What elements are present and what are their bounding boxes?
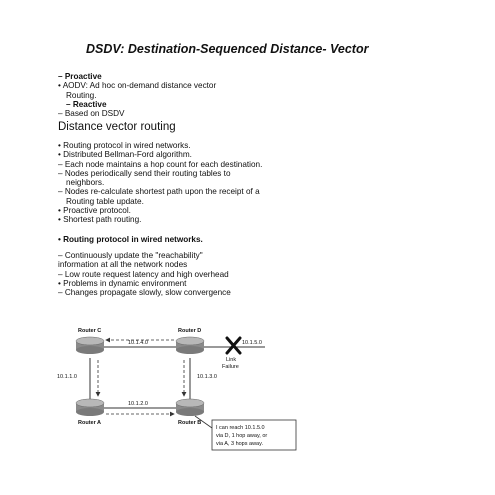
point-line: • Shortest path routing.: [58, 215, 142, 225]
point-line: – Nodes re-calculate shortest path upon the receipt of a: [58, 187, 260, 197]
point-line: – Nodes periodically send their routing tables to: [58, 168, 231, 178]
link-ac-label: 10.1.1.0: [57, 374, 77, 380]
wired-line: – Changes propagate slowly, slow convergence: [58, 288, 231, 298]
router-d-icon: [176, 337, 204, 354]
intro-line: • AODV: Ad hoc on-demand distance vector: [58, 81, 217, 91]
link-cd-label: 10.1.4.0: [128, 340, 148, 346]
router-c-icon: [76, 337, 104, 354]
link-ab-label: 10.1.2.0: [128, 401, 148, 407]
wired-heading-text: • Routing protocol in wired networks.: [58, 235, 203, 244]
intro-line: – Based on DSDV: [58, 109, 125, 119]
page-title: DSDV: Destination-Sequenced Distance- Vector: [86, 42, 369, 56]
point-line: • Proactive protocol.: [58, 206, 131, 216]
point-line: • Routing protocol in wired networks.: [58, 141, 191, 150]
wired-line: – Low route request latency and high overhead: [58, 269, 229, 279]
wired-line: – Continuously update the "reachability": [58, 251, 203, 260]
router-b-icon: [176, 399, 204, 416]
section-heading: Distance vector routing: [58, 121, 176, 133]
router-c-label: Router C: [78, 328, 102, 334]
intro-line: – Proactive: [58, 72, 102, 81]
point-line: • Distributed Bellman-Ford algorithm.: [58, 150, 192, 160]
link-bd-label: 10.1.3.0: [197, 374, 217, 380]
router-a-icon: [76, 399, 104, 416]
failure-label-line1: Link: [226, 357, 237, 363]
router-b-label: Router B: [178, 420, 202, 426]
router-d-label: Router D: [178, 328, 202, 334]
callout-line3: via A, 3 hops away.: [216, 441, 263, 447]
point-line: – Each node maintains a hop count for each destination.: [58, 159, 263, 169]
intro-line: Routing.: [66, 90, 97, 100]
wired-line: • Problems in dynamic environment: [58, 278, 187, 288]
callout-line2: via D, 1 hop away, or: [216, 433, 268, 439]
point-line: Routing table update.: [66, 196, 144, 206]
router-a-label: Router A: [78, 420, 102, 426]
point-line: neighbors.: [66, 178, 105, 188]
callout-line1: I can reach 10.1.5.0: [216, 425, 265, 431]
link-d-ext-label: 10.1.5.0: [242, 340, 262, 346]
wired-line: information at all the network nodes: [58, 260, 188, 270]
failure-label-line2: Failure: [222, 364, 239, 370]
intro-line: – Reactive: [66, 99, 107, 109]
link-failure-x-icon: [227, 338, 240, 353]
